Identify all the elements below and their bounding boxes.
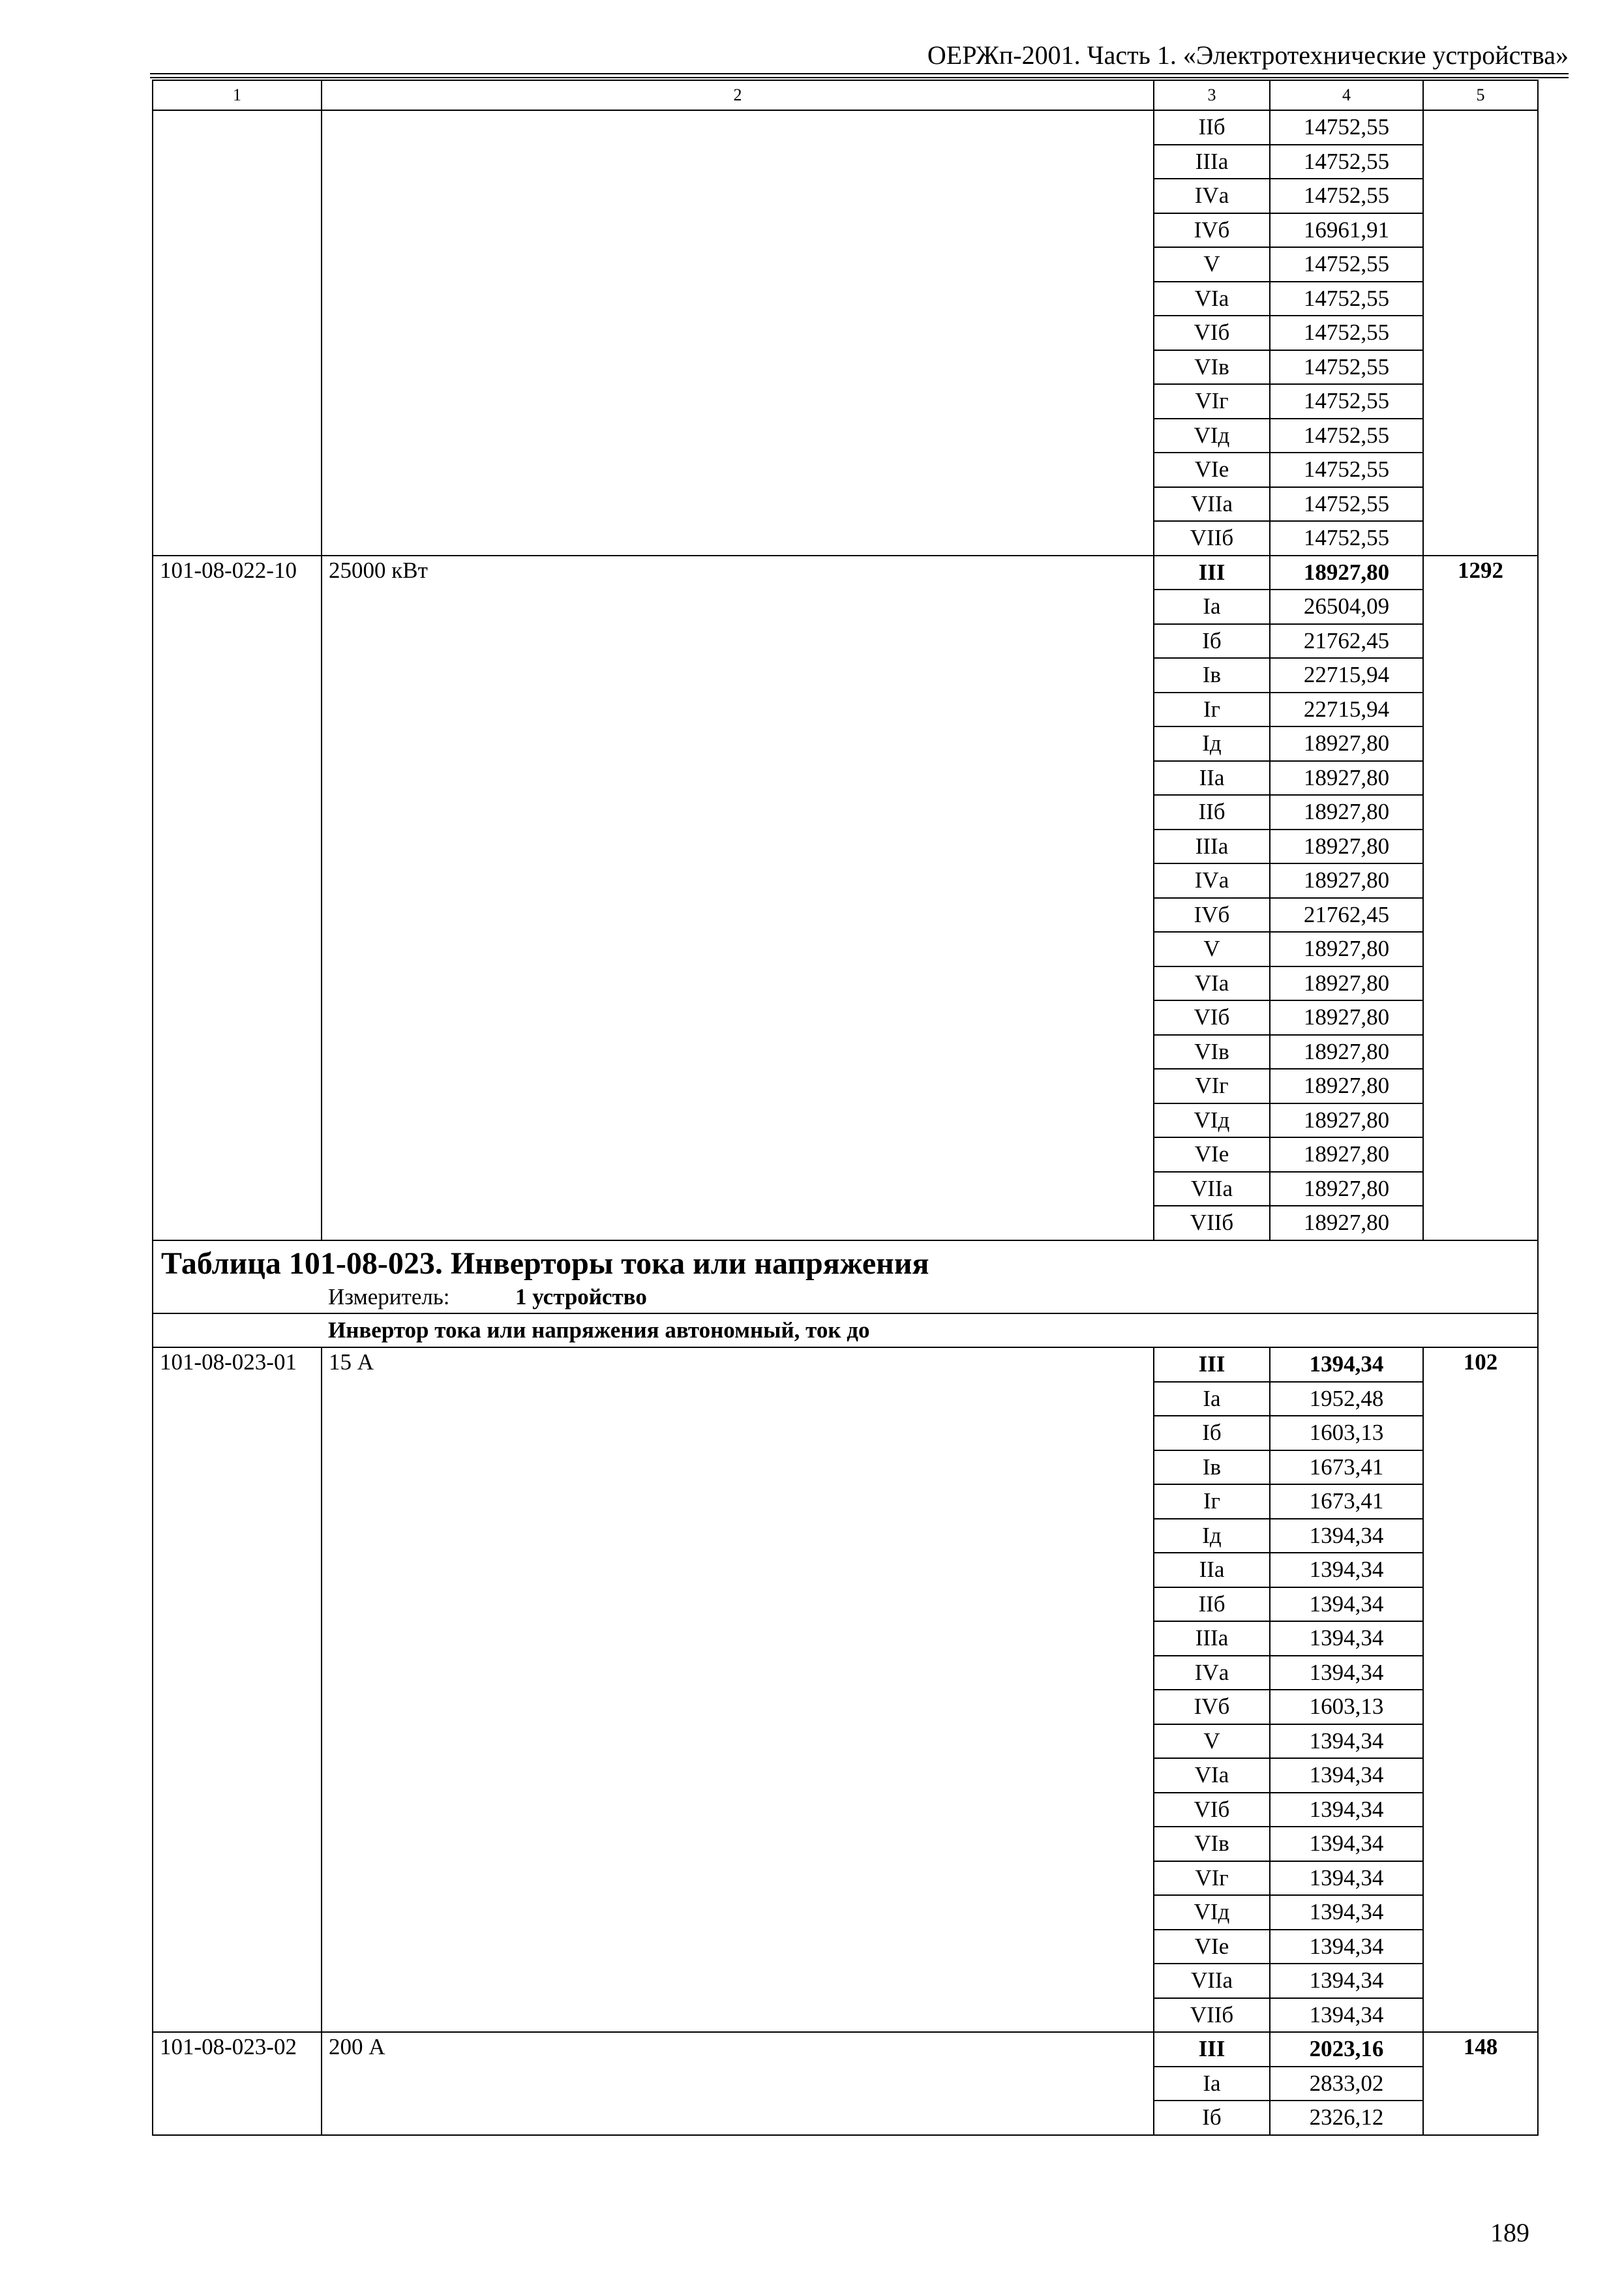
price-cell: 18927,80 [1270,1103,1423,1138]
labor-cell-empty [1423,110,1538,556]
continuation-row [153,110,1538,145]
running-header: ОЕРЖп-2001. Часть 1. «Электротехнические устройства» [927,40,1569,70]
price-cell: 1394,34 [1270,1895,1423,1930]
zone-cell: V [1154,247,1270,282]
item-name: 15 А [322,1347,1154,2032]
zone-cell: VIIб [1154,521,1270,556]
zone-cell: VIд [1154,1895,1270,1930]
price-cell: 14752,55 [1270,521,1423,556]
zone-cell: IVа [1154,179,1270,213]
price-cell: 21762,45 [1270,624,1423,659]
zone-cell: VIд [1154,1103,1270,1138]
zone-cell: VIе [1154,1137,1270,1172]
price-cell: 1394,34 [1270,1861,1423,1896]
price-cell: 21762,45 [1270,898,1423,933]
price-cell: 18927,80 [1270,556,1423,590]
zone-cell: Iд [1154,1519,1270,1553]
price-cell: 18927,80 [1270,1206,1423,1240]
zone-cell: Iд [1154,726,1270,761]
price-cell: 1394,34 [1270,1930,1423,1964]
page-number: 189 [1490,2218,1529,2247]
zone-cell: Iа [1154,590,1270,624]
header-rule [150,77,1569,78]
price-cell: 18927,80 [1270,1137,1423,1172]
labor-cell: 102 [1423,1347,1538,2032]
item-code-empty [153,110,322,556]
item-code: 101-08-022-10 [153,556,322,1240]
column-number: 3 [1154,80,1270,110]
zone-cell: Iб [1154,1416,1270,1450]
zone-cell: Iв [1154,1450,1270,1485]
rates-table-body [153,80,1538,2135]
header-rule [150,73,1569,74]
meter-line [153,1283,1537,1313]
rate-row [153,2032,1538,2067]
group-heading: Инвертор тока или напряжения автономный, ток до [153,1313,1538,1348]
zone-cell: IIIа [1154,1621,1270,1656]
zone-cell: VIб [1154,1793,1270,1827]
zone-cell: Iг [1154,693,1270,727]
price-cell: 14752,55 [1270,316,1423,350]
zone-cell: IIа [1154,761,1270,796]
zone-cell: VIб [1154,1000,1270,1035]
price-cell: 1603,13 [1270,1690,1423,1724]
column-number: 5 [1423,80,1538,110]
zone-cell: III [1154,1347,1270,1382]
zone-cell: Iа [1154,1382,1270,1416]
column-number: 1 [153,80,322,110]
price-cell: 18927,80 [1270,761,1423,796]
labor-cell: 148 [1423,2032,1538,2135]
price-cell: 1394,34 [1270,1758,1423,1793]
item-code: 101-08-023-01 [153,1347,322,2032]
price-cell: 1394,34 [1270,1621,1423,1656]
price-cell: 14752,55 [1270,282,1423,316]
price-cell: 1394,34 [1270,1347,1423,1382]
zone-cell: V [1154,1724,1270,1759]
rates-table [152,80,1539,2136]
zone-cell: IVб [1154,1690,1270,1724]
zone-cell: VIе [1154,1930,1270,1964]
price-cell: 14752,55 [1270,384,1423,419]
zone-cell: VIIб [1154,1206,1270,1240]
price-cell: 16961,91 [1270,213,1423,248]
price-cell: 14752,55 [1270,419,1423,453]
price-cell: 2023,16 [1270,2032,1423,2067]
zone-cell: VIб [1154,316,1270,350]
price-cell: 1394,34 [1270,1553,1423,1587]
price-cell: 2326,12 [1270,2101,1423,2135]
zone-cell: IVа [1154,1656,1270,1690]
zone-cell: VIIа [1154,1172,1270,1206]
item-name: 200 А [322,2032,1154,2135]
zone-cell: Iг [1154,1484,1270,1519]
item-name: 25000 кВт [322,556,1154,1240]
zone-cell: IVб [1154,213,1270,248]
zone-cell: VIг [1154,1069,1270,1103]
zone-cell: IVб [1154,898,1270,933]
zone-cell: VIа [1154,282,1270,316]
price-cell: 14752,55 [1270,487,1423,522]
table-title-cell [153,1240,1538,1313]
zone-cell: VIа [1154,1758,1270,1793]
price-cell: 18927,80 [1270,795,1423,830]
price-cell: 1673,41 [1270,1484,1423,1519]
rate-row [153,1347,1538,1382]
zone-cell: VIIб [1154,1998,1270,2033]
column-number-row [153,80,1538,110]
zone-cell: IIIа [1154,830,1270,864]
zone-cell: IIб [1154,795,1270,830]
zone-cell: IVа [1154,863,1270,898]
price-cell: 18927,80 [1270,966,1423,1001]
price-cell: 1603,13 [1270,1416,1423,1450]
price-cell: 1394,34 [1270,1587,1423,1622]
price-cell: 1394,34 [1270,1519,1423,1553]
table-title: Таблица 101-08-023. Инверторы тока или напряжения [161,1246,929,1281]
price-cell: 14752,55 [1270,453,1423,487]
zone-cell: VIв [1154,1035,1270,1070]
zone-cell: Iб [1154,2101,1270,2135]
price-cell: 18927,80 [1270,932,1423,966]
zone-cell: VIг [1154,1861,1270,1896]
price-cell: 18927,80 [1270,1000,1423,1035]
zone-cell: VIIа [1154,1964,1270,1998]
zone-cell: Iа [1154,2067,1270,2101]
zone-cell: IIб [1154,1587,1270,1622]
price-cell: 18927,80 [1270,726,1423,761]
zone-cell: VIе [1154,453,1270,487]
price-cell: 1394,34 [1270,1793,1423,1827]
price-cell: 1394,34 [1270,1964,1423,1998]
price-cell: 1394,34 [1270,1827,1423,1861]
zone-cell: VIг [1154,384,1270,419]
price-cell: 1394,34 [1270,1998,1423,2033]
price-cell: 14752,55 [1270,350,1423,385]
zone-cell: IIб [1154,110,1270,145]
column-number: 2 [322,80,1154,110]
price-cell: 18927,80 [1270,1172,1423,1206]
zone-cell: VIв [1154,1827,1270,1861]
rate-row [153,556,1538,590]
zone-cell: Iб [1154,624,1270,659]
price-cell: 26504,09 [1270,590,1423,624]
price-cell: 1394,34 [1270,1656,1423,1690]
zone-cell: V [1154,932,1270,966]
labor-cell: 1292 [1423,556,1538,1240]
item-code: 101-08-023-02 [153,2032,322,2135]
table-title-row [153,1240,1538,1313]
zone-cell: Iв [1154,658,1270,693]
price-cell: 22715,94 [1270,658,1423,693]
zone-cell: VIIа [1154,487,1270,522]
price-cell: 18927,80 [1270,863,1423,898]
zone-cell: VIа [1154,966,1270,1001]
price-cell: 14752,55 [1270,247,1423,282]
zone-cell: VIв [1154,350,1270,385]
price-cell: 18927,80 [1270,1035,1423,1070]
price-cell: 22715,94 [1270,693,1423,727]
zone-cell: III [1154,2032,1270,2067]
meter-value: 1 устройство [515,1283,647,1309]
group-heading-row [153,1313,1538,1348]
zone-cell: IIIа [1154,145,1270,179]
price-cell: 1952,48 [1270,1382,1423,1416]
meter-label: Измеритель: [328,1283,450,1309]
price-cell: 1673,41 [1270,1450,1423,1485]
price-cell: 18927,80 [1270,1069,1423,1103]
price-cell: 14752,55 [1270,110,1423,145]
price-cell: 1394,34 [1270,1724,1423,1759]
price-cell: 18927,80 [1270,830,1423,864]
price-cell: 14752,55 [1270,179,1423,213]
price-cell: 14752,55 [1270,145,1423,179]
price-cell: 2833,02 [1270,2067,1423,2101]
column-number: 4 [1270,80,1423,110]
zone-cell: IIа [1154,1553,1270,1587]
item-name-empty [322,110,1154,556]
zone-cell: III [1154,556,1270,590]
zone-cell: VIд [1154,419,1270,453]
